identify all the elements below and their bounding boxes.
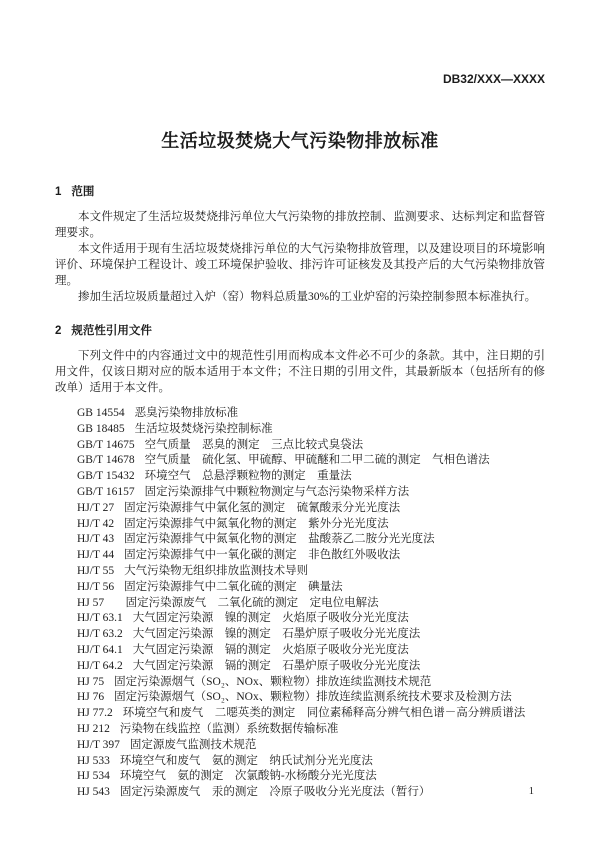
section-2-title: 规范性引用文件: [71, 325, 152, 337]
reference-item: [55, 580, 545, 596]
reference-title: 固定污染源排气中一氧化碳的测定 非色散红外吸收法: [124, 549, 401, 562]
section-2-number: 2: [55, 325, 62, 337]
reference-code: HJ/T 55: [77, 564, 115, 577]
reference-title: 污染物在线监控（监测）系统数据传输标准: [119, 722, 339, 735]
reference-title: 固定污染源烟气（SO₂、NOx、颗粒物）排放连续监测系统技术要求及检测方法: [114, 691, 512, 704]
reference-title: 固定污染源排气中氮氧化物的测定 紫外分光光度法: [124, 517, 389, 530]
reference-code: HJ/T 42: [77, 517, 115, 530]
reference-item: [55, 517, 545, 533]
paragraph-scope-1: 本文件规定了生活垃圾焚烧排污单位大气污染物的排放控制、监测要求、达标判定和监督管理要求。: [55, 211, 545, 239]
document-header: [55, 72, 545, 86]
reference-code: HJ/T 44: [77, 549, 115, 562]
reference-code: HJ/T 63.2: [77, 628, 123, 641]
reference-code: HJ 212: [77, 722, 110, 735]
section-2-heading: [55, 324, 545, 338]
reference-title: 空气质量 硫化氢、甲硫醇、甲硫醚和二甲二硫的测定 气相色谱法: [144, 454, 490, 467]
reference-item: [55, 438, 545, 454]
reference-title: 大气固定污染源 镍的测定 石墨炉原子吸收分光光度法: [132, 628, 421, 641]
reference-code: HJ 77.2: [77, 707, 113, 720]
section-1-heading: [55, 185, 545, 199]
references-list: [55, 406, 545, 801]
reference-code: HJ/T 27: [77, 501, 115, 514]
reference-item: [55, 627, 545, 643]
reference-title: 环境空气和废气 二噁英类的测定 同位素稀释高分辨气相色谱－高分辨质谱法: [122, 707, 526, 720]
reference-title: 固定污染源烟气（SO₂、NOx、颗粒物）排放连续监测技术规范: [114, 675, 432, 688]
section-scope: [55, 185, 545, 305]
reference-item: [55, 548, 545, 564]
reference-item: [55, 564, 545, 580]
reference-item: [55, 643, 545, 659]
reference-title: 空气质量 恶臭的测定 三点比较式臭袋法: [144, 438, 364, 451]
reference-code: HJ/T 43: [77, 533, 115, 546]
reference-title: 恶臭污染物排放标准: [134, 407, 239, 419]
reference-title: 环境空气 总悬浮颗粒物的测定 重量法: [144, 470, 352, 483]
reference-title: 固定污染源排气中颗粒物测定与气态污染物采样方法: [144, 485, 410, 498]
paragraph-references-intro: 下列文件中的内容通过文中的规范性引用而构成本文件必不可少的条款。其中，注日期的引用文件，仅该日期对应的版本适用于本文件；不注日期的引用文件，其最新版本（包括所有的修改单）适用于本文件。: [55, 350, 545, 394]
reference-title: 大气污染物无组织排放监测技术导则: [124, 564, 309, 577]
section-1-number: 1: [55, 186, 62, 198]
document-title: 生活垃圾焚烧大气污染物排放标准: [161, 131, 439, 151]
reference-code: HJ/T 64.1: [77, 643, 123, 656]
reference-title: 环境空气 氨的测定 次氯酸钠-水杨酸分光光度法: [119, 770, 377, 783]
reference-item: [55, 485, 545, 501]
reference-code: HJ 534: [77, 770, 110, 783]
reference-item: [55, 738, 545, 754]
reference-code: GB/T 15432: [77, 470, 135, 483]
reference-item: [55, 769, 545, 785]
reference-item: [55, 422, 545, 438]
reference-item: [55, 501, 545, 517]
reference-code: GB/T 16157: [77, 485, 135, 498]
reference-code: GB/T 14678: [77, 454, 135, 467]
reference-code: HJ 76: [77, 691, 105, 704]
reference-title: 固定源废气监测技术规范: [129, 738, 257, 751]
reference-item: [55, 596, 545, 612]
reference-item: [55, 406, 545, 422]
reference-title: 固定污染源废气 二氧化硫的测定 定电位电解法: [114, 596, 379, 609]
reference-code: HJ 57: [77, 596, 105, 609]
reference-code: HJ 543: [77, 786, 110, 799]
section-1-title: 范围: [71, 186, 95, 198]
reference-code: HJ 75: [77, 675, 105, 688]
reference-item: [55, 532, 545, 548]
reference-item: [55, 722, 545, 738]
section-normative-references: [55, 324, 545, 801]
reference-item: [55, 690, 545, 706]
reference-title: 固定污染源排气中氮氧化物的测定 盐酸萘乙二胺分光光度法: [124, 533, 435, 546]
reference-code: GB 18485: [77, 422, 125, 435]
reference-code: HJ 533: [77, 754, 110, 767]
reference-code: HJ/T 56: [77, 580, 115, 593]
reference-title: 大气固定污染源 镉的测定 火焰原子吸收分光光度法: [132, 643, 409, 656]
reference-title: 大气固定污染源 镉的测定 石墨炉原子吸收分光光度法: [132, 659, 421, 672]
reference-item: [55, 785, 545, 801]
doc-code: DB32/XXX—XXXX: [442, 72, 545, 86]
reference-code: HJ/T 397: [77, 738, 120, 751]
reference-code: HJ/T 64.2: [77, 659, 123, 672]
reference-code: GB/T 14675: [77, 438, 135, 451]
reference-title: 大气固定污染源 镍的测定 火焰原子吸收分光光度法: [132, 612, 409, 625]
reference-item: [55, 659, 545, 675]
reference-title: 生活垃圾焚烧污染控制标准: [134, 422, 273, 435]
reference-code: HJ/T 63.1: [77, 612, 123, 625]
reference-item: [55, 453, 545, 469]
paragraph-scope-2: 本文件适用于现有生活垃圾焚烧排污单位的大气污染物排放管理，以及建设项目的环境影响评价、环境保护工程设计、竣工环境保护验收、排污许可证核发及其投产后的大气污染物排放管理。: [55, 243, 545, 287]
paragraph-scope-3: 掺加生活垃圾质量超过入炉（窑）物料总质量30%的工业炉窑的污染控制参照本标准执行。: [78, 291, 537, 303]
reference-item: [55, 675, 545, 691]
reference-code: GB 14554: [77, 407, 125, 419]
reference-title: 固定污染源废气 汞的测定 冷原子吸收分光光度法（暂行）: [119, 786, 431, 799]
reference-item: [55, 469, 545, 485]
reference-title: 固定污染源排气中二氧化硫的测定 碘量法: [124, 580, 343, 593]
page-number: 1: [528, 786, 534, 797]
reference-item: [55, 611, 545, 627]
reference-title: 环境空气和废气 氨的测定 纳氏试剂分光光度法: [119, 754, 373, 767]
reference-item: [55, 754, 545, 770]
reference-title: 固定污染源排气中氯化氢的测定 硫氰酸汞分光光度法: [124, 501, 401, 514]
reference-item: [55, 706, 545, 722]
